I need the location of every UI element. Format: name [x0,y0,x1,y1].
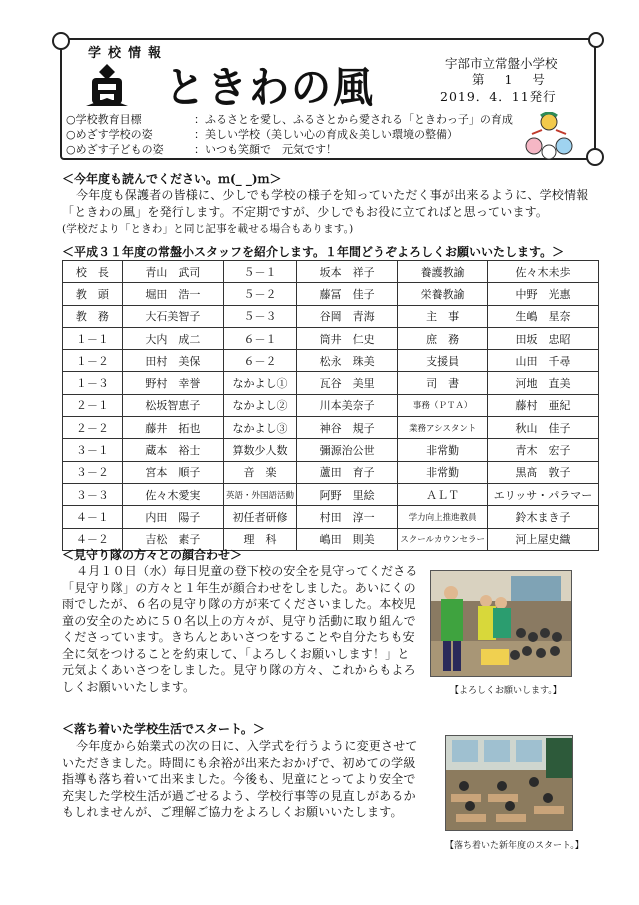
staff-name-cell: 青山 武司 [122,261,223,283]
staff-name-cell: 瓦谷 美里 [297,372,398,394]
staff-name-cell: 黒髙 敦子 [488,461,599,483]
staff-name-cell: 藤井 拓也 [122,417,223,439]
mascot-icon [524,112,574,160]
staff-name-cell: 野村 幸誉 [122,372,223,394]
staff-role-cell: 業務アシスタント [398,417,488,439]
staff-role-cell: ３－２ [63,461,123,483]
scroll-curl-top-left [52,32,70,50]
staff-role-cell: 英語・外国語活動 [223,483,296,505]
gakko-joho-label: 学校情報 [88,46,169,61]
staff-name-cell: 川本美奈子 [297,394,398,416]
staff-row [63,394,599,416]
section-body-start [62,738,422,821]
staff-role-cell: ４－２ [63,528,123,550]
read-note: (学校だより「ときわ」と同じ記事を載せる場合もあります。) [62,223,354,235]
goal-row [66,142,513,157]
staff-row [63,261,599,283]
staff-role-cell: なかよし③ [223,417,296,439]
staff-name-cell: 大内 成二 [122,327,223,349]
staff-role-cell: 支援員 [398,350,488,372]
staff-name-cell: エリッサ・パラマー [488,483,599,505]
staff-name-cell: 松坂智恵子 [122,394,223,416]
staff-role-cell: 非常勤 [398,461,488,483]
staff-role-cell: １－２ [63,350,123,372]
staff-role-cell: ３－３ [63,483,123,505]
staff-name-cell: 青木 宏子 [488,439,599,461]
staff-role-cell: 算数少人数 [223,439,296,461]
staff-row [63,506,599,528]
staff-role-cell: 事務（ＰＴＡ） [398,394,488,416]
section-heading-read: ＜今年度も読んでください。ｍ(_ _)ｍ＞ [62,172,282,186]
mimamori-body-text: ４月１０日（水）毎日児童の登下校の安全を見守ってくださる「見守り隊」の方々と１年生が顔合わせをしました。あいにくの雨でしたが、６名の見守り隊の方が来てくださいました。本校児童の安全のために５０名以上の方々が、見守り活動に取り組んでくださっています。きちんとあいさつをすることや自分たちも安全に気をつけることを約束して、「よろしくお願いします！」と元気よくあいさつをしました。見守り隊の方々、これからもよろしくお願いいたします。 [62,564,418,694]
photo-mimamori [430,570,572,677]
read-body-text: 今年度も保護者の皆様に、少しでも学校の様子を知っていただく事が出来るように、学校情報「ときわの風」を発行します。不定期ですが、少しでもお役に立てればと思っています。 [62,188,589,219]
staff-role-cell: ３－１ [63,439,123,461]
staff-name-cell: 田村 美保 [122,350,223,372]
staff-row [63,305,599,327]
staff-row [63,350,599,372]
goal-label: ○めざす子どもの姿 [66,143,164,156]
staff-role-cell: 理 科 [223,528,296,550]
staff-row [63,461,599,483]
goal-label: ○めざす学校の姿 [66,128,153,141]
staff-name-cell: 河上屋史織 [488,528,599,550]
staff-name-cell: 田坂 忠昭 [488,327,599,349]
staff-name-cell: 谷岡 青海 [297,305,398,327]
staff-role-cell: １－１ [63,327,123,349]
staff-role-cell: ５－２ [223,283,296,305]
goal-text: ：ふるさとを愛し、ふるさとから愛される「ときわっ子」の育成 [194,113,513,126]
staff-name-cell: 村田 淳一 [297,506,398,528]
goal-text: ：いつも笑顔で 元気です！ [194,143,337,156]
staff-role-cell: ６－１ [223,327,296,349]
staff-name-cell: 嶋田 則美 [297,528,398,550]
caption-classroom: 【落ち着いた新年度のスタート。】 [445,841,584,851]
school-goals [66,112,513,157]
section-heading-staff: ＜平成３１年度の常盤小スタッフを紹介します。１年間どうぞよろしくお願いいたします。＞ [62,245,565,259]
staff-name-cell: 藤冨 佳子 [297,283,398,305]
staff-role-cell: 教 頭 [63,283,123,305]
staff-name-cell: 蔵本 裕士 [122,439,223,461]
staff-role-cell: 養護教諭 [398,261,488,283]
goal-label: ○学校教育目標 [66,113,142,126]
staff-name-cell: 彌源治公世 [297,439,398,461]
staff-role-cell: 校 長 [63,261,123,283]
staff-role-cell: 栄養教諭 [398,283,488,305]
staff-name-cell: 松永 珠美 [297,350,398,372]
staff-name-cell: 蘆田 育子 [297,461,398,483]
start-body-text: 今年度から始業式の次の日に、入学式を行うように変更させていただきました。時間にも余裕が出来たおかげで、初めての学級指導も落ち着いて出来ました。今後も、児童にとってより安全で充実した学校生活が過ごせるよう、学校行事等の見直しがあるかもしれませんが、ご理解ご協力をよろしくお願いいたします。 [62,739,418,819]
staff-name-cell: 藤村 亜紀 [488,394,599,416]
staff-table [62,260,599,551]
staff-name-cell: 坂本 祥子 [297,261,398,283]
staff-role-cell: 司 書 [398,372,488,394]
staff-role-cell: 教 務 [63,305,123,327]
section-heading-mimamori: ＜見守り隊の方々との顔合わせ＞ [62,548,243,562]
staff-role-cell: 主 事 [398,305,488,327]
staff-role-cell: ６－２ [223,350,296,372]
paper-title: ときわの風 [165,64,375,113]
staff-role-cell: 初任者研修 [223,506,296,528]
staff-name-cell: 筒井 仁史 [297,327,398,349]
staff-role-cell: なかよし② [223,394,296,416]
school-emblem-icon [82,62,132,110]
staff-name-cell: 秋山 佳子 [488,417,599,439]
staff-role-cell: 庶 務 [398,327,488,349]
staff-name-cell: 神谷 規子 [297,417,398,439]
staff-name-cell: 鈴木まき子 [488,506,599,528]
staff-row [63,483,599,505]
caption-mimamori: 【よろしくお願いします。】 [450,686,562,696]
goal-row [66,127,513,142]
scroll-curl-top-right [588,32,604,48]
section-body-read [62,187,599,238]
staff-name-cell: 堀田 浩一 [122,283,223,305]
staff-role-cell: ２－１ [63,394,123,416]
staff-name-cell: 阿野 里絵 [297,483,398,505]
staff-role-cell: ５－１ [223,261,296,283]
staff-name-cell: 内田 陽子 [122,506,223,528]
issue-number: 第 1 号 [472,72,553,87]
staff-name-cell: 生嶋 星奈 [488,305,599,327]
staff-name-cell: 山田 千尋 [488,350,599,372]
issue-date: 2019．4．11発行 [440,89,557,104]
goal-text: ：美しい学校（美しい心の育成＆美しい環境の整備） [194,128,458,141]
staff-row [63,439,599,461]
scroll-curl-bottom-right [586,148,604,166]
staff-row [63,327,599,349]
staff-name-cell: 佐々木未歩 [488,261,599,283]
staff-name-cell: 宮本 順子 [122,461,223,483]
staff-role-cell: 学力向上推進教員 [398,506,488,528]
staff-role-cell: スクールカウンセラー [398,528,488,550]
staff-role-cell: ２－２ [63,417,123,439]
staff-row [63,372,599,394]
section-body-mimamori [62,563,418,695]
section-heading-start: ＜落ち着いた学校生活でスタート。＞ [62,722,265,736]
staff-role-cell: 音 楽 [223,461,296,483]
staff-role-cell: ＡＬＴ [398,483,488,505]
staff-name-cell: 大石美智子 [122,305,223,327]
staff-role-cell: なかよし① [223,372,296,394]
school-name: 宇部市立常盤小学校 [445,56,558,71]
photo-classroom [445,735,573,831]
staff-name-cell: 吉松 素子 [122,528,223,550]
goal-row [66,112,513,127]
staff-role-cell: 非常勤 [398,439,488,461]
staff-role-cell: ５－３ [223,305,296,327]
staff-row [63,417,599,439]
staff-role-cell: ４－１ [63,506,123,528]
staff-name-cell: 中野 光惠 [488,283,599,305]
staff-name-cell: 河地 直美 [488,372,599,394]
staff-row [63,283,599,305]
staff-role-cell: １－３ [63,372,123,394]
staff-name-cell: 佐々木愛実 [122,483,223,505]
